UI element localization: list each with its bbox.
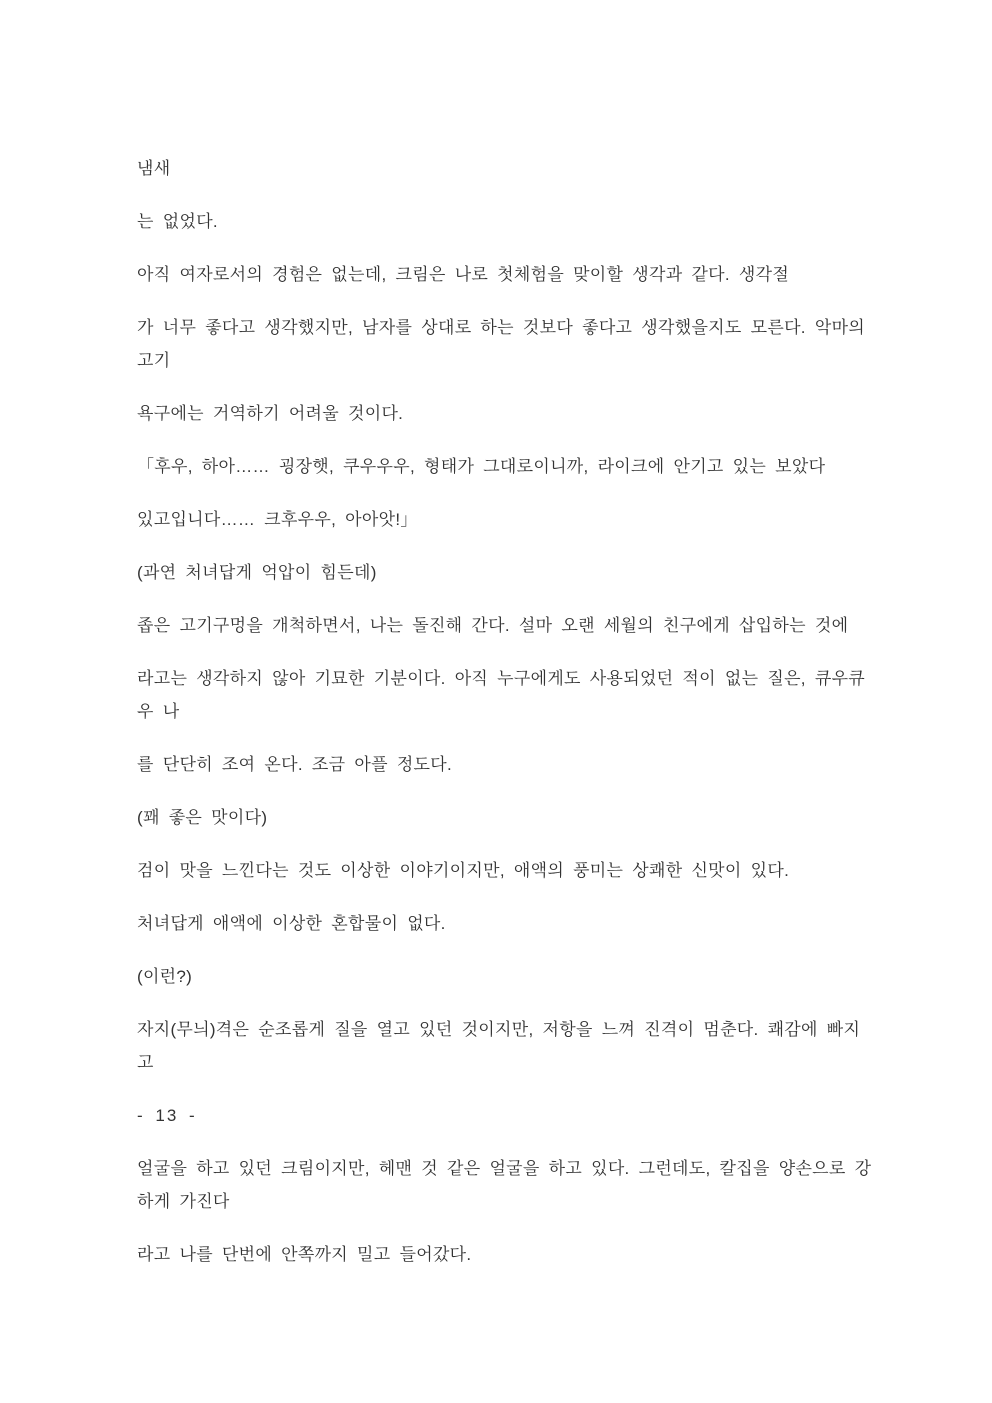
text-line: 냄새 xyxy=(137,159,171,178)
text-line: 검이 맛을 느낀다는 것도 이상한 이야기이지만, 애액의 풍미는 상쾌한 신맛이 있다. xyxy=(137,861,790,880)
text-line: 있고입니다…… 크후우우, 아아앗!」 xyxy=(137,510,418,529)
paragraph xyxy=(137,854,877,887)
paragraph xyxy=(137,152,877,185)
text-line: - 13 - xyxy=(137,1106,197,1125)
paragraph xyxy=(137,258,877,291)
paragraph xyxy=(137,748,877,781)
text-line: 가 너무 좋다고 생각했지만, 남자를 상대로 하는 것보다 좋다고 생각했을지도 모른다. 악마의 xyxy=(137,318,866,337)
paragraph xyxy=(137,503,877,536)
paragraph xyxy=(137,397,877,430)
paragraph xyxy=(137,205,877,238)
text-line: 라고 나를 단번에 안쪽까지 밀고 들어갔다. xyxy=(137,1245,472,1264)
text-line: (이런?) xyxy=(137,967,193,986)
text-line: (과연 처녀답게 억압이 힘든데) xyxy=(137,563,377,582)
paragraph xyxy=(137,662,877,728)
paragraph xyxy=(137,1013,877,1079)
text-line: (꽤 좋은 맛이다) xyxy=(137,808,268,827)
paragraph xyxy=(137,960,877,993)
paragraph xyxy=(137,450,877,483)
paragraph xyxy=(137,907,877,940)
text-line: 얼굴을 하고 있던 크림이지만, 헤맨 것 같은 얼굴을 하고 있다. 그런데도, 칼집을 양손으로 강 xyxy=(137,1159,872,1178)
text-line: 「후우, 하아…… 굉장햇, 쿠우우우, 형태가 그대로이니까, 라이크에 안기고 있는 보았다 xyxy=(137,457,826,476)
paragraph xyxy=(137,311,877,377)
text-line: 아직 여자로서의 경험은 없는데, 크림은 나로 첫체험을 맞이할 생각과 같다. 생각절 xyxy=(137,265,790,284)
text-line: 를 단단히 조여 온다. 조금 아플 정도다. xyxy=(137,755,453,774)
text-line: 고기 xyxy=(137,351,171,370)
text-line: 는 없었다. xyxy=(137,212,218,231)
text-line: 처녀답게 애액에 이상한 혼합물이 없다. xyxy=(137,914,446,933)
paragraph xyxy=(137,1152,877,1218)
text-line: 자지(무늬)격은 순조롭게 질을 열고 있던 것이지만, 저항을 느껴 진격이 멈춘다. 쾌감에 빠지 xyxy=(137,1020,861,1039)
paragraph xyxy=(137,609,877,642)
text-line: 하게 가진다 xyxy=(137,1192,230,1211)
text-line: 좁은 고기구멍을 개척하면서, 나는 돌진해 간다. 설마 오랜 세월의 친구에게 삽입하는 것에 xyxy=(137,616,849,635)
text-line: 우 나 xyxy=(137,702,180,721)
text-line: 고 xyxy=(137,1053,154,1072)
page-number xyxy=(137,1099,877,1132)
paragraph xyxy=(137,801,877,834)
text-line: 라고는 생각하지 않아 기묘한 기분이다. 아직 누구에게도 사용되었던 적이 없는 질은, 큐우큐 xyxy=(137,669,866,688)
paragraph xyxy=(137,556,877,589)
document-body xyxy=(137,152,877,1291)
paragraph xyxy=(137,1238,877,1271)
text-line: 욕구에는 거역하기 어려울 것이다. xyxy=(137,404,404,423)
